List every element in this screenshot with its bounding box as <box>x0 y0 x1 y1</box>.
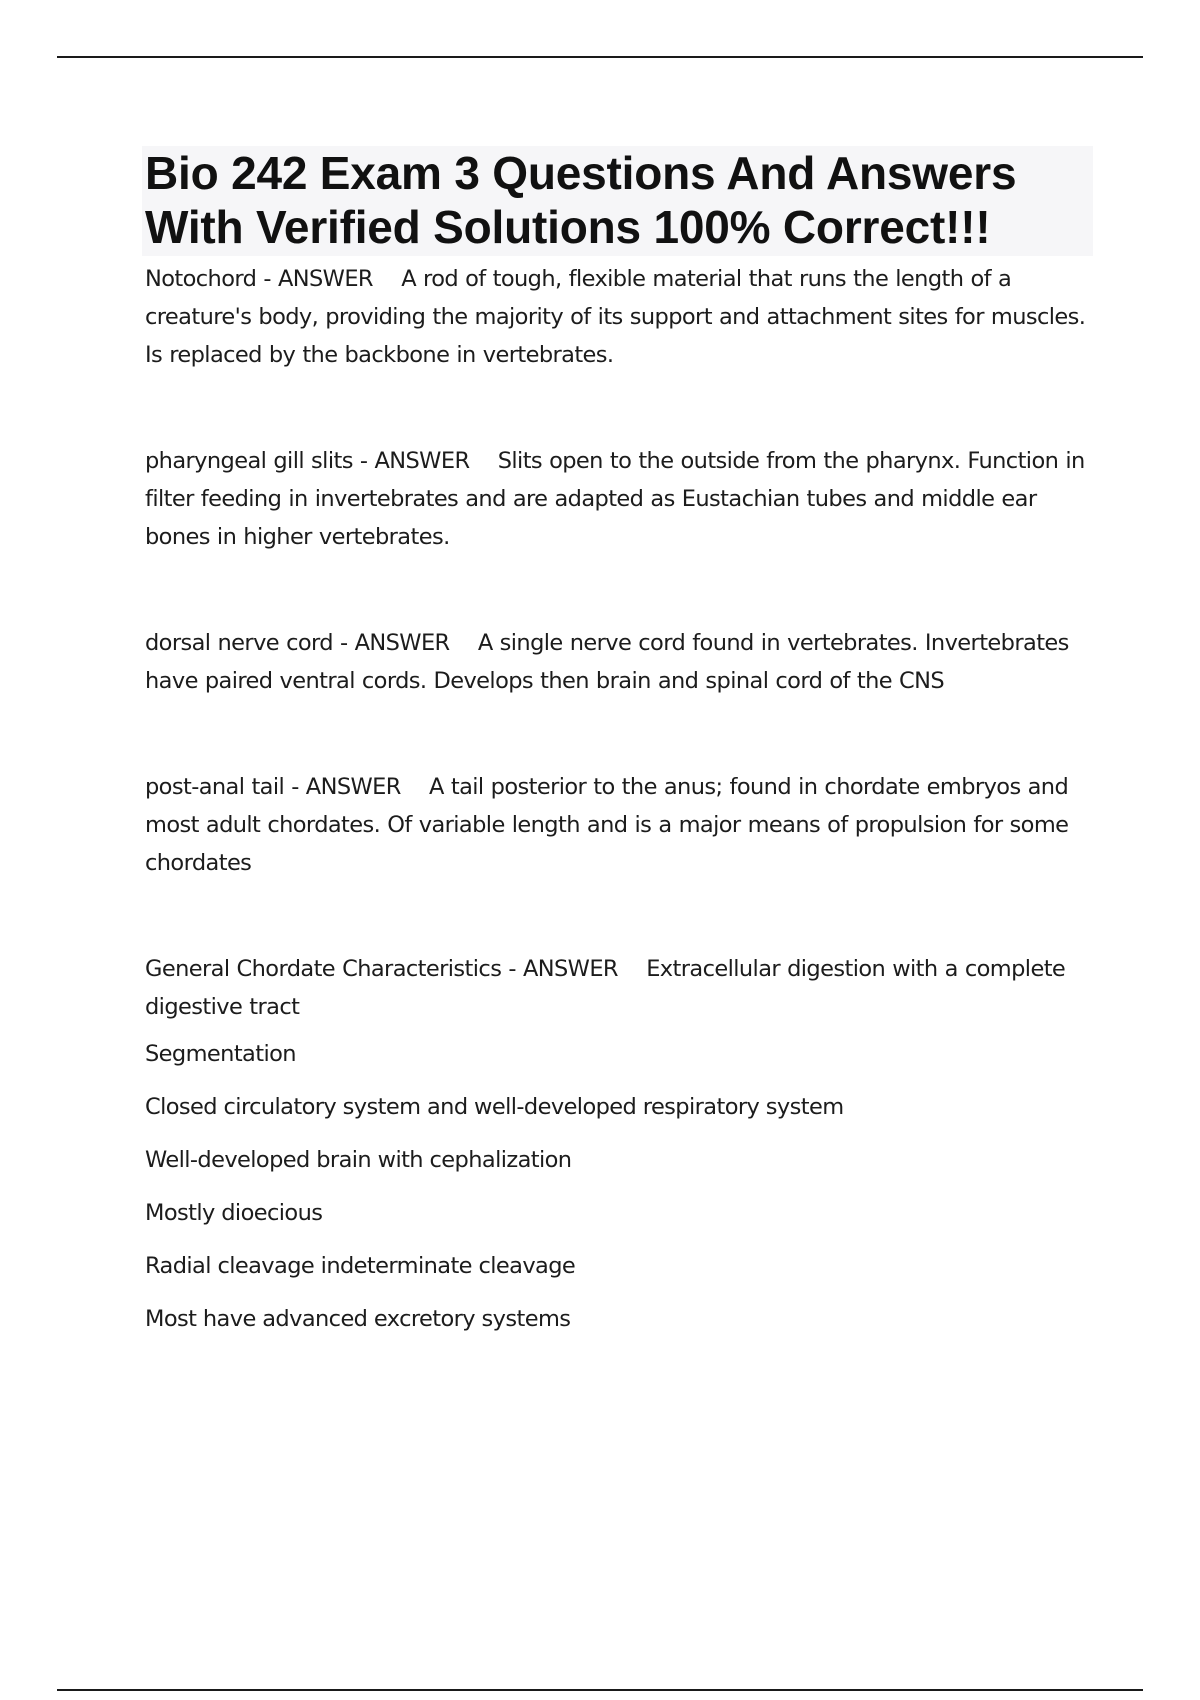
list-item: Radial cleavage indeterminate cleavage <box>145 1253 576 1279</box>
header-rule <box>57 56 1143 58</box>
qa-term: dorsal nerve cord <box>145 630 333 656</box>
qa-term: Notochord <box>145 266 257 292</box>
characteristics-list <box>145 1035 1095 1338</box>
qa-entry <box>145 768 1095 882</box>
qa-entry <box>145 950 1095 1026</box>
answer-marker: - ANSWER <box>263 266 373 292</box>
qa-answer: A rod of tough, flexible material that runs the length of a creature's body, providing the majority of its support and attachment sites for muscles. Is replaced by the backbone in vertebrates. <box>145 266 1086 368</box>
page-content <box>145 146 1095 1353</box>
qa-list <box>145 260 1095 1026</box>
list-item: Well-developed brain with cephalization <box>145 1147 572 1173</box>
qa-term: pharyngeal gill slits <box>145 448 353 474</box>
qa-answer: A single nerve cord found in vertebrates. Invertebrates have paired ventral cords. Develops then brain and spinal cord of the CNS <box>145 630 1069 694</box>
answer-marker: - ANSWER <box>340 630 450 656</box>
qa-term: post-anal tail <box>145 774 285 800</box>
qa-answer: Extracellular digestion with a complete digestive tract <box>145 956 1066 1020</box>
answer-marker: - ANSWER <box>291 774 401 800</box>
list-item: Segmentation <box>145 1041 296 1067</box>
qa-term: General Chordate Characteristics <box>145 956 502 982</box>
title-block <box>142 146 1093 256</box>
qa-answer: A tail posterior to the anus; found in chordate embryos and most adult chordates. Of variable length and is a major means of propulsion for some chordates <box>145 774 1069 876</box>
list-item: Closed circulatory system and well-developed respiratory system <box>145 1094 844 1120</box>
list-item: Mostly dioecious <box>145 1200 323 1226</box>
qa-entry <box>145 624 1095 700</box>
qa-entry <box>145 442 1095 556</box>
list-item: Most have advanced excretory systems <box>145 1306 571 1332</box>
qa-entry <box>145 260 1095 374</box>
document-title: Bio 242 Exam 3 Questions And Answers With Verified Solutions 100% Correct!!! <box>145 147 1017 253</box>
answer-marker: - ANSWER <box>359 448 470 474</box>
answer-marker: - ANSWER <box>508 956 618 982</box>
footer-rule <box>57 1689 1143 1691</box>
qa-answer: Slits open to the outside from the pharynx. Function in filter feeding in invertebrates and are adapted as Eustachian tubes and middle ear bones in higher vertebrates. <box>145 448 1085 550</box>
